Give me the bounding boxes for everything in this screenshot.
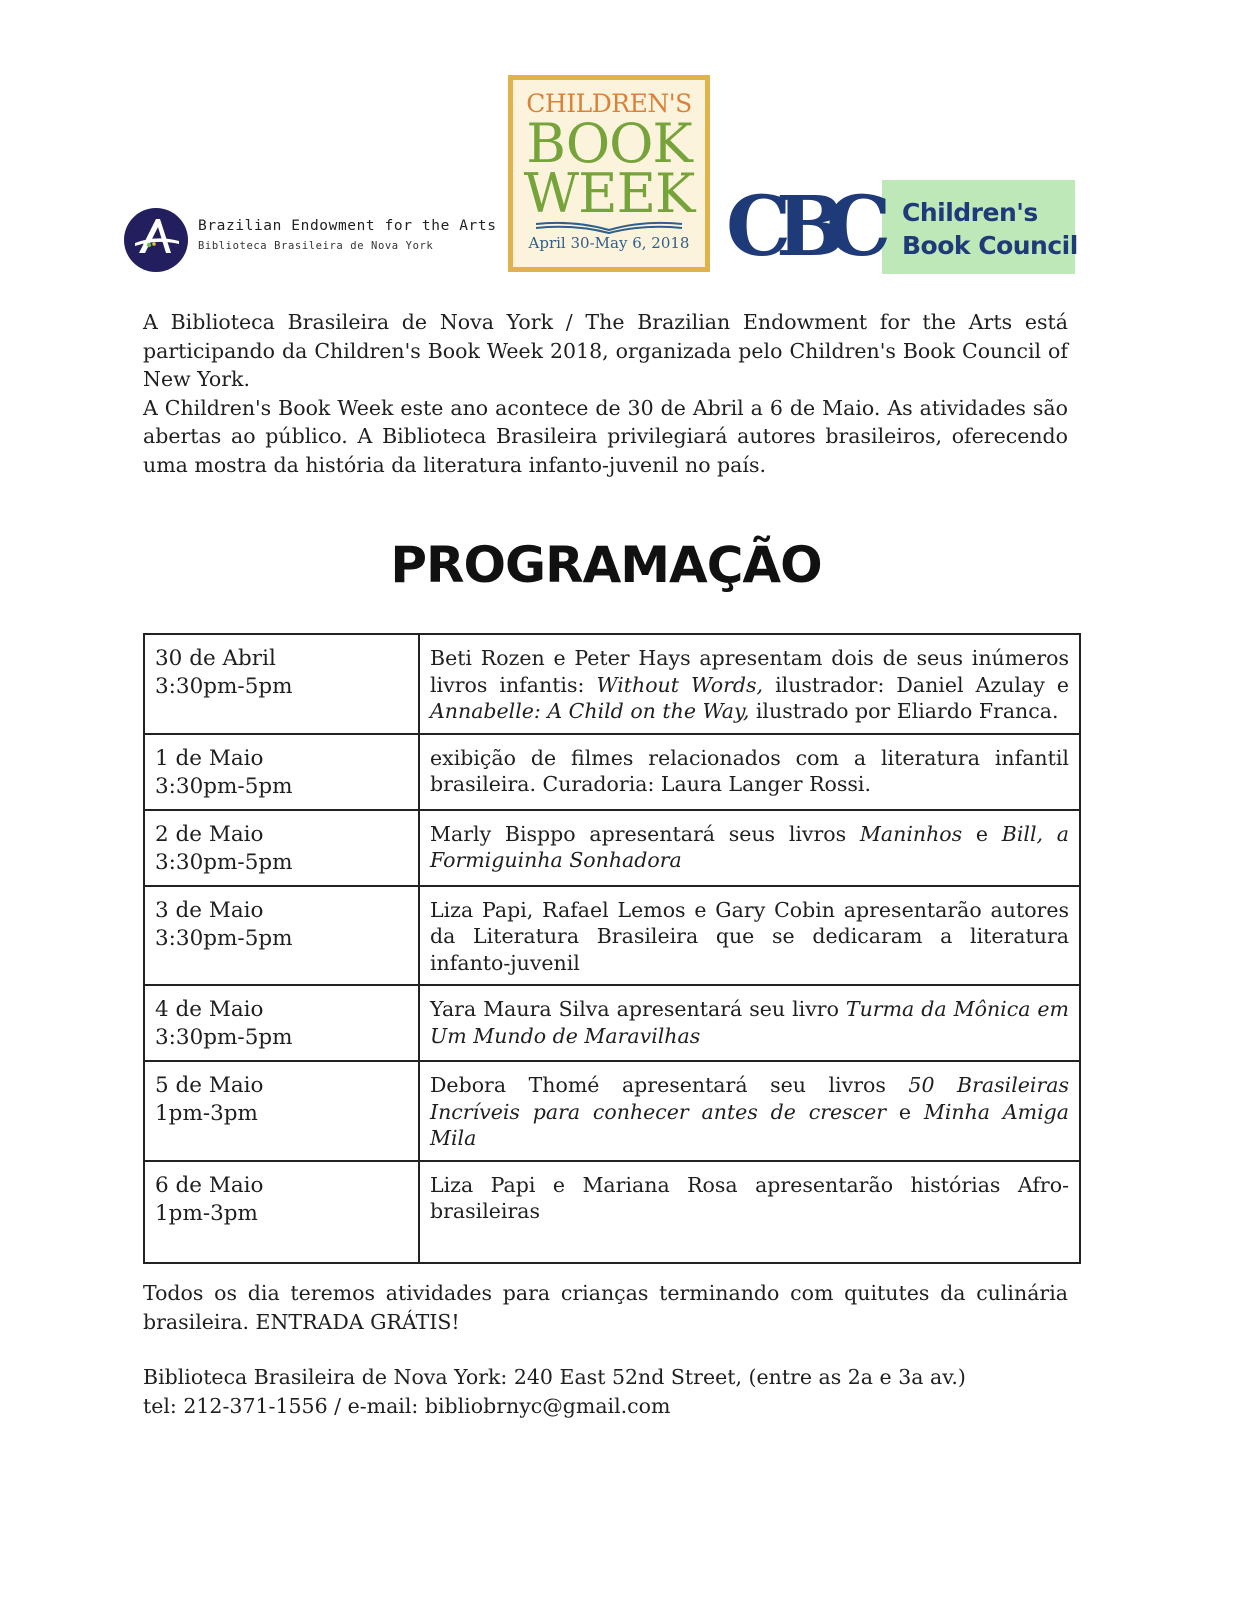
page-title: PROGRAMAÇÃO [390, 536, 822, 594]
description-cell [419, 1161, 1080, 1263]
table-row [144, 1161, 1080, 1263]
event-date: 1 de Maio [155, 745, 264, 771]
date-cell [144, 634, 419, 734]
table-row [144, 810, 1080, 886]
address: Biblioteca Brasileira de Nova York: 240 East 52nd Street, (entre as 2a e 3a av.) [143, 1365, 966, 1389]
desc-text: exibição de filmes relacionados com a literatura infantil brasileira. Curadoria: Laura Langer Rossi. [430, 745, 1069, 796]
intro-paragraph-1: A Biblioteca Brasileira de Nova York / The Brazilian Endowment for the Arts está participando da Children's Book Week 2018, organizada pelo Children's Book Council of New York. [143, 310, 1068, 391]
cbc-name-line1: Children's [902, 198, 1038, 227]
phone-email: tel: 212-371-1556 / e-mail: bibliobrnyc@gmail.com [143, 1393, 671, 1418]
desc-text: Yara Maura Silva apresentará seu livro [430, 997, 846, 1021]
table-row [144, 634, 1080, 734]
cbw-line2: BOOK [526, 112, 692, 175]
cbc-name-line2: Book Council [902, 231, 1078, 260]
bea-wordmark [198, 218, 497, 252]
book-title: Bill, a Formiguinha Sonhadora [430, 821, 1069, 872]
event-time: 3:30pm-5pm [155, 773, 293, 799]
bea-name: Brazilian Endowment for the Arts [198, 218, 497, 234]
event-time: 3:30pm-5pm [155, 1025, 293, 1050]
desc-text: Liza Papi, Rafael Lemos e Gary Cobin apresentarão autores da Literatura Brasileira que se dedicaram a literatura infanto-juvenil [430, 897, 1069, 975]
table-row [144, 734, 1080, 810]
date-cell [144, 1061, 419, 1161]
event-date: 2 de Maio [155, 821, 264, 847]
closing-paragraph: Todos os dia teremos atividades para crianças terminando com quitutes da culinária brasileira. ENTRADA GRÁTIS! [143, 1281, 1068, 1334]
event-date: 6 de Maio [155, 1172, 264, 1198]
description-cell [419, 1061, 1080, 1161]
book-title: Minha Amiga Mila [430, 1099, 1069, 1150]
table-row [144, 1061, 1080, 1161]
intro-paragraph-2: A Children's Book Week este ano acontece de 30 de Abril a 6 de Maio. As atividades são abertas ao público. A Biblioteca Brasileira privilegiará autores brasileiros, oferecendo uma mostra da história da literatura infanto-juvenil no país. [143, 395, 1068, 477]
cbw-dates: April 30-May 6, 2018 [528, 234, 690, 252]
event-date: 5 de Maio [155, 1073, 264, 1098]
intro-text [143, 308, 1068, 479]
book-title: Annabelle: A Child on the Way, [430, 699, 750, 723]
bea-subtitle: Biblioteca Brasileira de Nova York [198, 240, 434, 252]
date-cell [144, 1161, 419, 1263]
book-title: 50 Brasileiras Incríveis para conhecer antes de crescer [430, 1073, 1069, 1124]
event-date: 4 de Maio [155, 997, 264, 1022]
desc-text: ilustrador: Daniel Azulay e [763, 672, 1069, 697]
description-cell [419, 734, 1080, 810]
date-cell [144, 810, 419, 886]
date-cell [144, 734, 419, 810]
date-cell [144, 886, 419, 986]
cbw-line1: CHILDREN'S [526, 89, 692, 118]
description-cell [419, 810, 1080, 886]
book-title: Turma da Mônica em Um Mundo de Maravilhas [430, 997, 1069, 1048]
desc-text: Marly Bisppo apresentará seus livros [430, 821, 860, 846]
cbc-logo [724, 179, 1078, 275]
date-cell [144, 985, 419, 1061]
cbc-letter-1: C [726, 179, 792, 275]
cbc-mark [724, 179, 892, 275]
contact-info [143, 1363, 1103, 1420]
description-cell [419, 634, 1080, 734]
event-time: 3:30pm-5pm [155, 849, 293, 875]
event-date: 3 de Maio [155, 897, 264, 923]
desc-text: Beti Rozen e Peter Hays apresentam dois de seus inúmeros livros infantis: [430, 646, 1069, 697]
event-date: 30 de Abril [155, 646, 276, 671]
desc-text: ilustrado por Eliardo Franca. [749, 699, 1059, 723]
childrens-book-week-logo [508, 75, 710, 272]
cbc-letter-3: C [826, 179, 892, 275]
desc-text: e [962, 821, 1002, 846]
book-title: Without Words, [596, 672, 764, 697]
description-cell [419, 985, 1080, 1061]
desc-text: Liza Papi e Mariana Rosa apresentarão histórias Afro-brasileiras [430, 1172, 1069, 1223]
event-time: 3:30pm-5pm [155, 925, 293, 951]
event-time: 1pm-3pm [155, 1101, 258, 1126]
cbc-letter-2: B [776, 179, 846, 275]
table-row [144, 886, 1080, 986]
event-time: 3:30pm-5pm [155, 674, 293, 699]
bea-logo-icon [123, 207, 189, 273]
table-row [144, 985, 1080, 1061]
desc-text: e [886, 1099, 924, 1124]
book-title: Maninhos [859, 821, 963, 846]
cbc-name [902, 196, 1078, 262]
cbw-line3: WEEK [523, 162, 695, 225]
description-cell [419, 886, 1080, 986]
desc-text: Debora Thomé apresentará seu livros [430, 1073, 909, 1097]
event-time: 1pm-3pm [155, 1200, 258, 1226]
schedule-table [143, 633, 1081, 1264]
